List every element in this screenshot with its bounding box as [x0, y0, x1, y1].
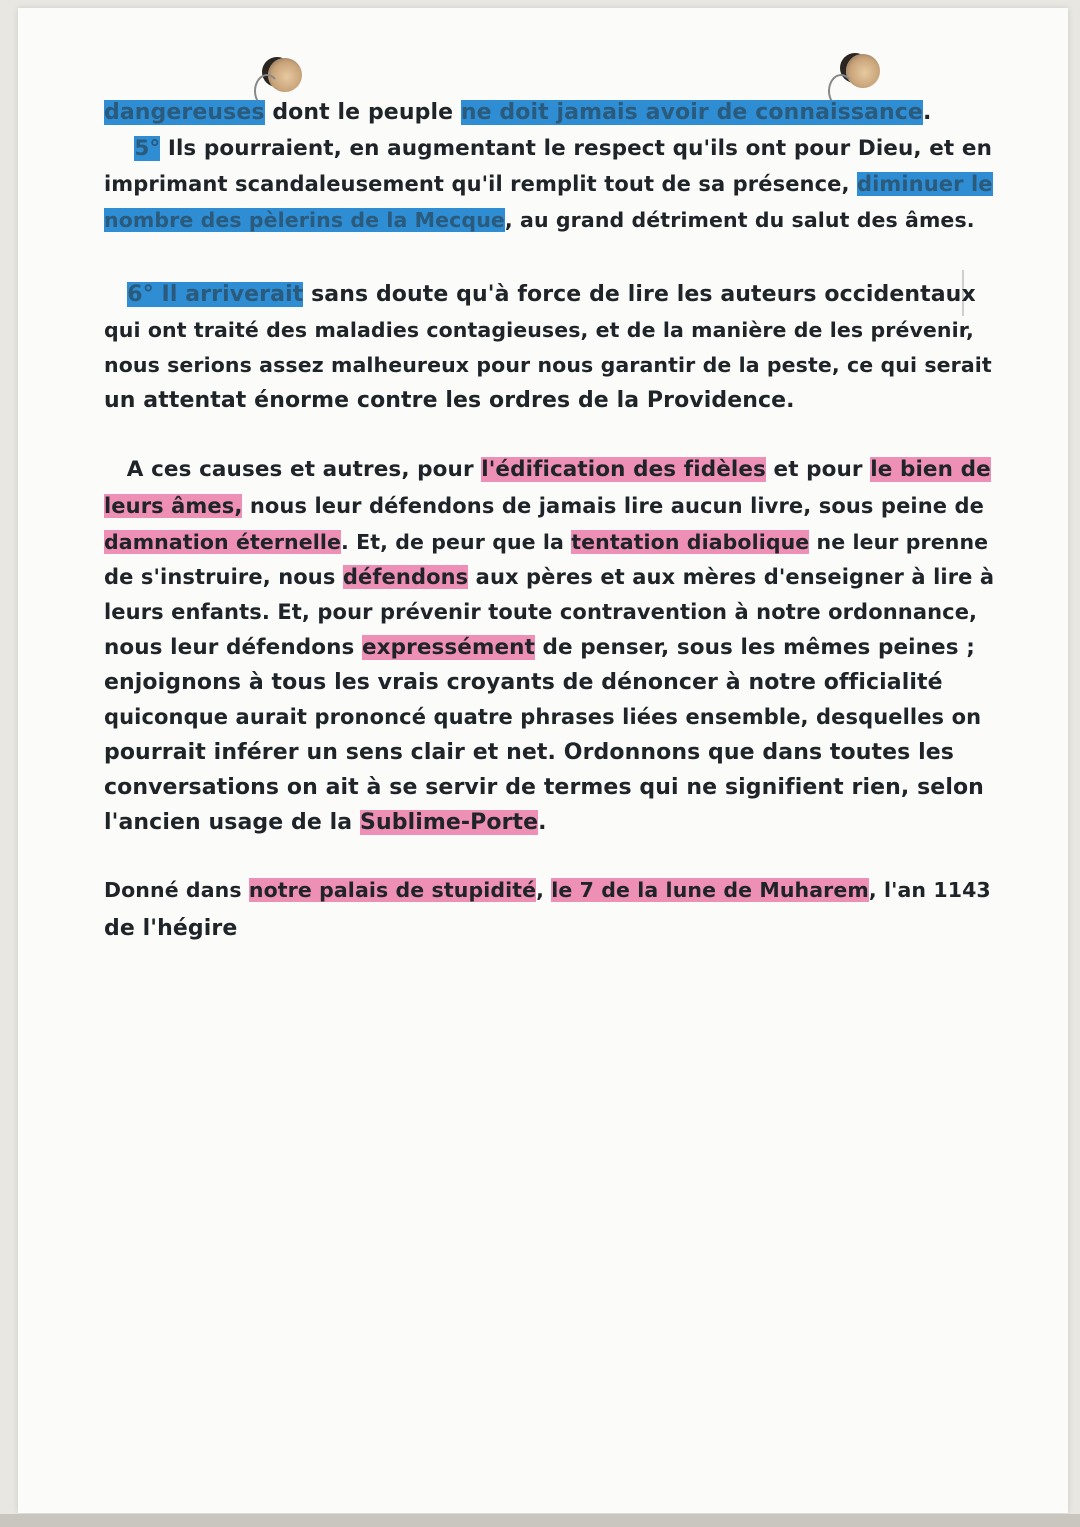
text-segment: ne leur prenne — [809, 530, 989, 554]
text-segment: , au grand détriment du salut des âmes. — [504, 208, 975, 232]
text-segment: . — [538, 810, 547, 835]
highlight-pink: expressément — [361, 635, 535, 660]
text-segment: nous leur défendons de jamais lire aucun livre, sous peine de — [242, 494, 984, 518]
highlight-pink: défendons — [342, 565, 469, 589]
highlight-pink: leurs âmes, — [104, 494, 243, 518]
text-line — [104, 670, 943, 695]
text-line — [104, 136, 992, 161]
highlight-pink: le 7 de la lune de Muharem — [551, 878, 869, 902]
highlight-blue: dangereuses — [104, 100, 265, 125]
highlight-pink: le bien de — [870, 457, 991, 482]
text-line — [104, 457, 991, 482]
text-segment: A ces causes et autres, pour — [104, 457, 482, 482]
text-segment: l'ancien usage de la — [104, 810, 361, 835]
highlight-blue: diminuer le — [856, 172, 993, 196]
text-line — [104, 530, 988, 554]
text-line — [104, 282, 976, 307]
text-segment: et pour — [765, 457, 871, 482]
text-segment: . Et, de peur que la — [341, 530, 572, 554]
highlight-blue: ne doit jamais avoir de connaissance — [460, 100, 923, 125]
text-line — [104, 600, 977, 624]
text-segment: sans doute qu'à force de lire les auteurs occidentaux — [303, 282, 976, 307]
text-segment: . — [922, 100, 932, 125]
text-segment: pourrait inférer un sens clair et net. Ordonnons que dans toutes les — [104, 740, 954, 765]
highlight-pink: tentation diabolique — [571, 530, 810, 554]
text-segment: enjoignons à tous les vrais croyants de dénoncer à notre officialité — [104, 670, 943, 695]
text-line — [104, 494, 984, 518]
text-line — [104, 635, 975, 660]
text-line — [104, 705, 981, 729]
text-line — [104, 565, 994, 589]
text-line — [104, 810, 547, 835]
text-segment: dont le peuple — [264, 100, 461, 125]
text-segment: conversations on ait à se servir de termes qui ne signifient rien, selon — [104, 775, 984, 800]
text-segment: un attentat énorme contre les ordres de la Providence. — [104, 388, 795, 413]
text-segment: de s'instruire, nous — [104, 565, 343, 589]
text-line — [104, 353, 992, 377]
text-segment: Donné dans — [104, 878, 249, 902]
text-segment: imprimant scandaleusement qu'il remplit tout de sa présence, — [104, 172, 857, 196]
highlight-pink: l'édification des fidèles — [481, 457, 766, 482]
text-line — [104, 878, 991, 902]
highlight-pink: damnation éternelle — [104, 530, 342, 554]
text-segment: , l'an 1143 — [868, 878, 991, 902]
text-segment: nous serions assez malheureux pour nous garantir de la peste, ce qui serait — [104, 353, 992, 377]
text-line — [104, 388, 795, 413]
text-segment: , — [536, 878, 552, 902]
highlight-pink: Sublime-Porte — [360, 810, 539, 835]
text-line — [104, 100, 931, 125]
text-line — [104, 172, 993, 196]
text-segment: nous leur défendons — [104, 635, 362, 660]
highlight-blue: 5° — [134, 136, 161, 161]
text-line — [104, 775, 984, 800]
text-line — [104, 740, 954, 765]
highlight-blue: 6° Il arriverait — [127, 282, 304, 307]
text-line — [104, 916, 237, 941]
text-segment — [104, 282, 127, 307]
text-segment: de l'hégire — [104, 916, 238, 941]
page-edge — [0, 1514, 1080, 1527]
document-page — [18, 8, 1068, 1513]
highlight-pink: notre palais de stupidité — [248, 878, 537, 902]
text-line — [104, 208, 975, 232]
text-segment: qui ont traité des maladies contagieuses, et de la manière de les prévenir, — [104, 318, 974, 342]
text-segment: aux pères et aux mères d'enseigner à lire à — [468, 565, 995, 589]
text-segment: Ils pourraient, en augmentant le respect qu'ils ont pour Dieu, et en — [160, 136, 992, 161]
text-segment: leurs enfants. Et, pour prévenir toute contravention à notre ordonnance, — [104, 600, 978, 624]
text-segment: de penser, sous les mêmes peines ; — [534, 635, 975, 660]
text-segment: quiconque aurait prononcé quatre phrases liées ensemble, desquelles on — [104, 705, 982, 729]
highlight-blue: nombre des pèlerins de la Mecque — [104, 208, 505, 232]
text-segment — [104, 136, 134, 161]
text-line — [104, 318, 974, 342]
